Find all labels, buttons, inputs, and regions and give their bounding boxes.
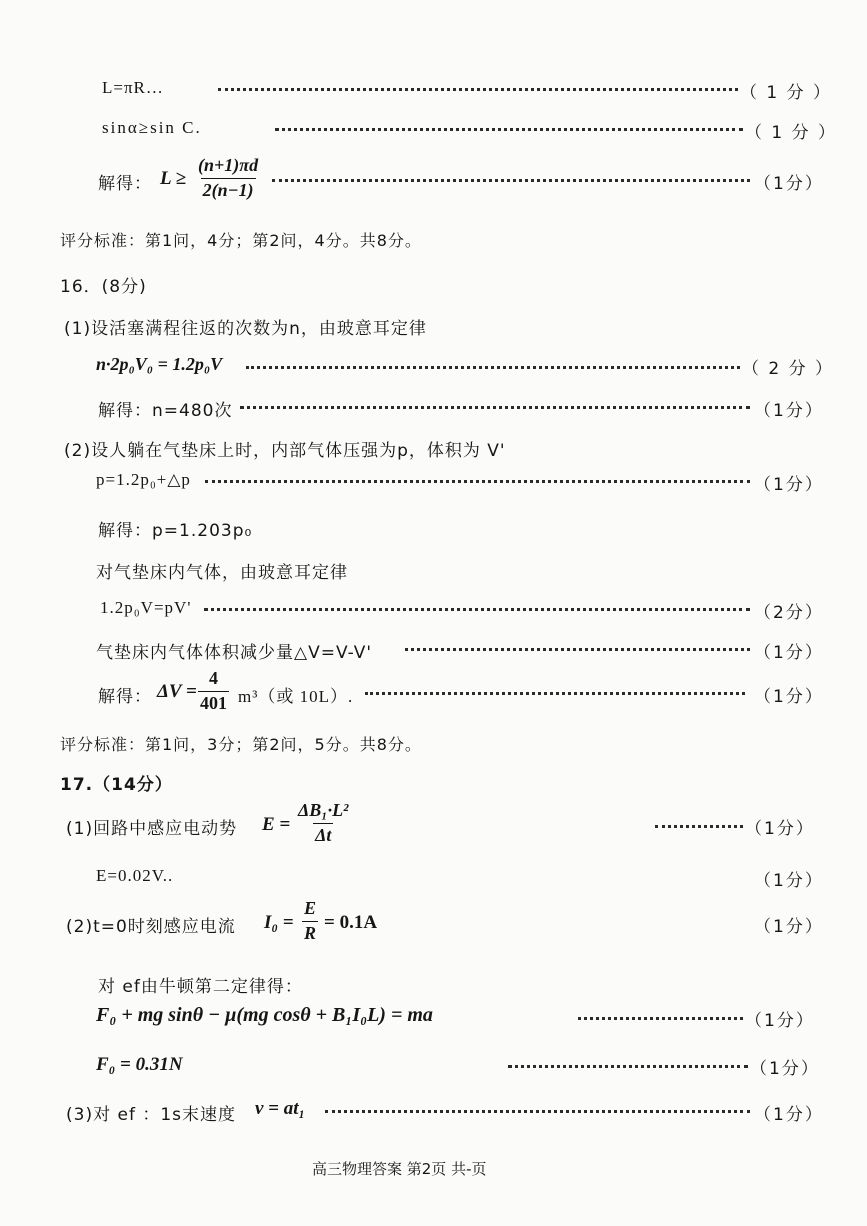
answer-text: 气垫床内气体体积减少量△V=V-V' [96,643,373,663]
question-number: 17.（14分） [60,775,173,795]
answer-prefix: (2)t=0时刻感应电流 [66,917,236,937]
answer-text: 解得：n=480次 [98,401,233,421]
answer-prefix: 解得： [98,174,152,194]
part-text: (2)设人躺在气垫床上时，内部气体压强为p，体积为 V' [64,441,506,461]
answer-line-2 [0,110,867,150]
dot-leader [405,648,750,651]
formula: n·2p₀V₀ = 1.2p₀V [96,354,223,374]
grading-note-1 [0,222,867,262]
score-label: （1分） [754,174,824,194]
answer-prefix: (3)对 ef ：1s末速度 [66,1105,237,1125]
answer-line-20 [0,898,867,954]
fraction-denominator: Δt [315,825,332,845]
formula: F₀ + mg sinθ − μ(mg cosθ + B₁I₀L) = ma [96,1004,433,1026]
answer-line-13 [0,592,867,632]
answer-text: 对气垫床内气体，由玻意耳定律 [96,563,348,583]
answer-line-14 [0,632,867,672]
formula-fraction [296,800,350,846]
answer-text: 解得：p=1.203p₀ [98,521,253,541]
dot-leader [246,366,740,369]
answer-line-10 [0,464,867,504]
fraction-numerator: ΔB₁·L² [298,800,349,820]
score-label: （1分） [745,819,815,839]
answer-prefix: (1)回路中感应电动势 [66,819,238,839]
grading-text: 评分标准：第1问，4分；第2问，4分。共8分。 [60,231,422,250]
fraction-denominator: R [304,923,317,943]
formula-fraction [196,155,260,201]
question-17-heading [0,764,867,804]
page-footer [0,1154,867,1194]
answer-line-23 [0,1050,867,1090]
answer-line-8 [0,390,867,430]
formula-fraction [302,898,318,944]
score-label: （1分） [754,871,824,891]
score-label: （1分） [745,1011,815,1031]
answer-line-1 [0,70,867,110]
formula-result: = 0.1A [324,912,378,933]
question-16-heading [0,266,867,306]
score-label: （1分） [754,687,824,707]
dot-leader [275,128,743,131]
grading-text: 评分标准：第1问，3分；第2问，5分。共8分。 [60,735,422,754]
answer-line-7 [0,348,867,388]
answer-text: L=πR… [102,78,164,97]
dot-leader [655,825,743,828]
formula-lhs: L ≥ [160,168,187,189]
dot-leader [365,692,745,695]
dot-leader [204,608,750,611]
answer-line-22 [0,1000,867,1040]
dot-leader [205,480,750,483]
question-16-part-1 [0,308,867,348]
fraction-numerator: 4 [209,668,218,688]
formula: v = at₁ [255,1098,306,1119]
answer-text: sinα≥sin C. [102,118,202,137]
fraction-denominator: 2(n−1) [202,180,254,200]
answer-line-3 [0,155,867,210]
answer-line-15 [0,668,867,723]
score-label: （1分） [754,917,824,937]
formula-fraction [198,668,229,714]
fraction-denominator: 401 [200,693,227,713]
answer-line-11 [0,510,867,550]
answer-line-12 [0,552,867,592]
score-label: （1分） [754,643,824,663]
formula-lhs: I₀ = [264,912,294,933]
answer-text: 对 ef由牛顿第二定律得： [98,977,303,997]
dot-leader [578,1017,743,1020]
score-label: （1分） [750,1059,820,1079]
dot-leader [272,179,750,182]
answer-prefix: 解得： [98,687,152,707]
answer-text: p=1.2p₀+△p [96,470,191,489]
dot-leader [508,1065,748,1068]
answer-line-24 [0,1096,867,1136]
dot-leader [218,88,738,91]
question-number: 16．(8分) [60,277,147,297]
answer-line-19 [0,860,867,900]
answer-suffix: m³（或 10L）. [238,687,354,706]
formula: F₀ = 0.31N [96,1054,183,1075]
grading-note-2 [0,726,867,766]
answer-text: 1.2p₀V=pV' [100,598,192,617]
dot-leader [325,1110,750,1113]
dot-leader [240,406,750,409]
score-label: （1分） [754,475,824,495]
formula-lhs: E = [262,814,291,835]
score-label: （ 1 分 ） [740,83,833,103]
fraction-numerator: E [304,898,317,918]
part-text: (1)设活塞满程往返的次数为n，由玻意耳定律 [64,319,427,339]
answer-line-18 [0,800,867,856]
footer-text: 高三物理答案 第2页 共-页 [312,1160,487,1178]
fraction-numerator: (n+1)πd [198,155,259,175]
score-label: （2分） [754,603,824,623]
formula-lhs: ΔV = [157,681,197,702]
score-label: （ 1 分 ） [745,123,838,143]
score-label: （1分） [754,1105,824,1125]
answer-text: E=0.02V.. [96,866,174,885]
score-label: （1分） [754,401,824,421]
score-label: （ 2 分 ） [742,359,835,379]
